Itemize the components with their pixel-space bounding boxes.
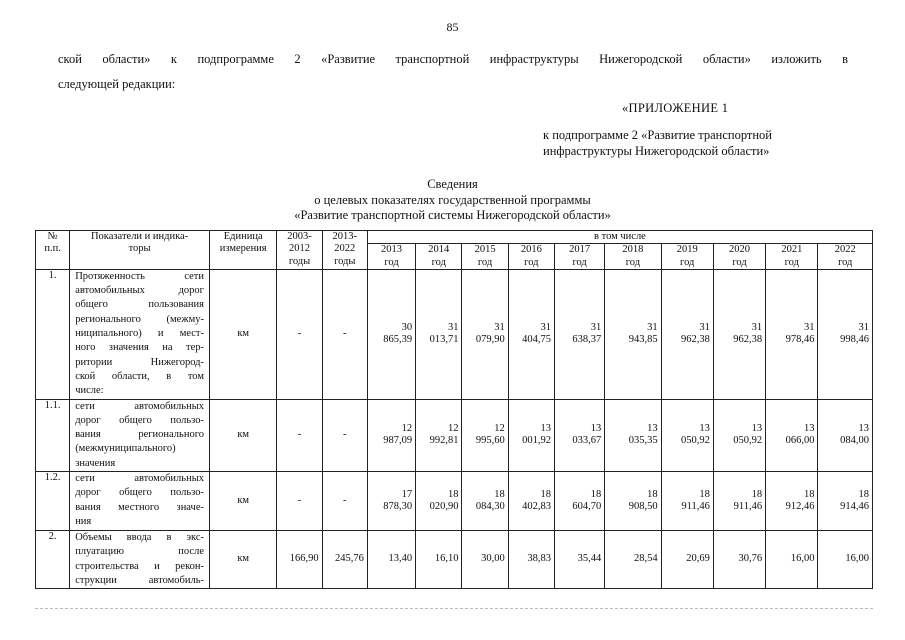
row-value: 16,00 <box>766 531 818 589</box>
row-indicator <box>70 531 210 589</box>
row-value: 31 962,38 <box>713 269 765 399</box>
row-value: 18 020,90 <box>416 472 462 531</box>
page-number: 85 <box>446 20 459 34</box>
indicator-line: струкции автомобиль- <box>75 574 204 586</box>
row-number: 1.1. <box>36 399 70 471</box>
row-value: 18 402,83 <box>508 472 554 531</box>
row-value: 13 050,92 <box>713 399 765 471</box>
indicator-line: ритории Нижегород- <box>75 356 204 368</box>
row-unit: км <box>210 472 277 531</box>
appendix-subtitle <box>543 127 772 159</box>
header-year: 2014 год <box>416 244 462 270</box>
appendix-title: «ПРИЛОЖЕНИЕ 1 <box>622 101 729 115</box>
row-value: 13 084,00 <box>818 399 873 471</box>
table-row <box>36 269 873 399</box>
indicator-line: общего пользования <box>75 299 204 311</box>
row-value: 12 992,81 <box>416 399 462 471</box>
page-divider <box>35 608 873 609</box>
row-value: 30,00 <box>462 531 508 589</box>
row-value: 38,83 <box>508 531 554 589</box>
row-value: 17 878,30 <box>367 472 415 531</box>
indicator-line: автомобильных дорог <box>75 285 204 297</box>
row-value: 13 035,35 <box>605 399 661 471</box>
row-number: 2. <box>36 531 70 589</box>
appendix-subtitle-line-2: инфраструктуры Нижегородской области» <box>543 144 770 158</box>
row-value: 18 914,46 <box>818 472 873 531</box>
row-value: 28,54 <box>605 531 661 589</box>
row-number: 1. <box>36 269 70 399</box>
row-value: 13,40 <box>367 531 415 589</box>
indicator-line: вания регионального <box>75 429 204 441</box>
row-value: 13 050,92 <box>661 399 713 471</box>
table-row <box>36 399 873 471</box>
row-value: 35,44 <box>554 531 604 589</box>
row-value: 30,76 <box>713 531 765 589</box>
row-value: 12 987,09 <box>367 399 415 471</box>
row-indicator <box>70 472 210 531</box>
row-p2: - <box>322 472 367 531</box>
row-value: 31 079,90 <box>462 269 508 399</box>
row-p2: - <box>322 399 367 471</box>
row-value: 31 943,85 <box>605 269 661 399</box>
row-unit: км <box>210 269 277 399</box>
header-year: 2015 год <box>462 244 508 270</box>
indicator-line: ниципального) и мест- <box>75 328 204 340</box>
header-period-2003-2012: 2003- 2012 годы <box>277 231 322 270</box>
row-p1: 166,90 <box>277 531 322 589</box>
intro-line-2: следующей редакции: <box>58 77 176 91</box>
header-year: 2020 год <box>713 244 765 270</box>
row-value: 16,10 <box>416 531 462 589</box>
indicator-line: (межмуниципального) <box>75 443 176 455</box>
header-year: 2021 год <box>766 244 818 270</box>
row-value: 31 404,75 <box>508 269 554 399</box>
row-value: 31 013,71 <box>416 269 462 399</box>
intro-line-1: ской области» к подпрограмме 2 «Развитие транспортной инфраструктуры Нижегородской области» изложить в <box>58 52 848 66</box>
row-p2: 245,76 <box>322 531 367 589</box>
indicators-table <box>35 230 873 589</box>
indicator-line: Протяженность сети <box>75 270 204 282</box>
row-indicator <box>70 269 210 399</box>
row-p1: - <box>277 472 322 531</box>
indicator-line: вания местного значе- <box>75 501 204 513</box>
table-row <box>36 531 873 589</box>
header-year: 2016 год <box>508 244 554 270</box>
row-value: 12 995,60 <box>462 399 508 471</box>
header-year: 2019 год <box>661 244 713 270</box>
row-value: 13 001,92 <box>508 399 554 471</box>
row-number: 1.2. <box>36 472 70 531</box>
row-value: 31 998,46 <box>818 269 873 399</box>
heading-line-1: Сведения <box>427 177 478 191</box>
row-value: 16,00 <box>818 531 873 589</box>
header-year: 2022 год <box>818 244 873 270</box>
indicator-line: плуатацию после <box>75 546 204 558</box>
row-value: 18 912,46 <box>766 472 818 531</box>
row-value: 30 865,39 <box>367 269 415 399</box>
row-p1: - <box>277 269 322 399</box>
indicator-line: ния <box>75 515 92 527</box>
header-unit: Единица измерения <box>210 231 277 270</box>
row-value: 18 908,50 <box>605 472 661 531</box>
row-unit: км <box>210 531 277 589</box>
row-value: 18 911,46 <box>713 472 765 531</box>
row-value: 31 978,46 <box>766 269 818 399</box>
heading-line-2: о целевых показателях государственной программы <box>314 192 591 207</box>
row-value: 13 066,00 <box>766 399 818 471</box>
header-year: 2017 год <box>554 244 604 270</box>
header-num: № п.п. <box>36 231 70 270</box>
header-year: 2018 год <box>605 244 661 270</box>
row-value: 18 911,46 <box>661 472 713 531</box>
indicator-line: ской области, в том <box>75 370 204 382</box>
indicator-line: сети автомобильных <box>75 473 204 485</box>
row-value: 31 962,38 <box>661 269 713 399</box>
indicator-line: значения <box>75 457 116 469</box>
row-p2: - <box>322 269 367 399</box>
header-row-1 <box>36 231 873 244</box>
indicator-line: сети автомобильных <box>75 400 204 412</box>
row-value: 13 033,67 <box>554 399 604 471</box>
indicator-line: Объемы ввода в экс- <box>75 532 204 544</box>
row-value: 20,69 <box>661 531 713 589</box>
table-row <box>36 472 873 531</box>
row-unit: км <box>210 399 277 471</box>
header-indicator: Показатели и индика- торы <box>70 231 210 270</box>
header-period-2013-2022: 2013- 2022 годы <box>322 231 367 270</box>
row-indicator <box>70 399 210 471</box>
header-year: 2013 год <box>367 244 415 270</box>
row-value: 18 604,70 <box>554 472 604 531</box>
indicator-line: ного значения на тер- <box>75 342 204 354</box>
heading-line-3: «Развитие транспортной системы Нижегородской области» <box>294 208 611 222</box>
header-including: в том числе <box>367 231 872 244</box>
indicator-line: дорог общего пользо- <box>75 414 204 426</box>
indicator-line: регионального (межму- <box>75 313 204 325</box>
row-value: 31 638,37 <box>554 269 604 399</box>
row-value: 18 084,30 <box>462 472 508 531</box>
table-heading <box>0 177 905 224</box>
indicator-line: строительства и рекон- <box>75 560 204 572</box>
row-p1: - <box>277 399 322 471</box>
indicator-line: числе: <box>75 385 104 397</box>
appendix-subtitle-line-1: к подпрограмме 2 «Развитие транспортной <box>543 128 772 142</box>
indicator-line: дорог общего пользо- <box>75 487 204 499</box>
